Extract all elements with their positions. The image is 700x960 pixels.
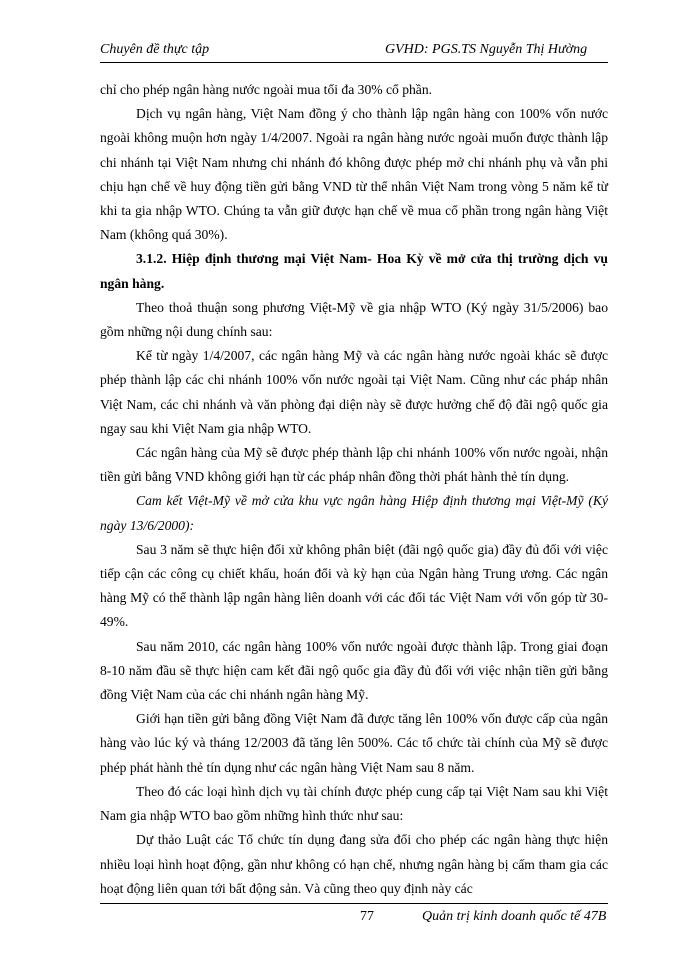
paragraph: Dự thảo Luật các Tổ chức tín dụng đang sửa đổi cho phép các ngân hàng thực hiện nhiều loại hình hoạt động, gần như không có hạn chế, nhưng ngân hàng bị cấm tham gia các hoạt động liên quan tới bất động sản. Và cũng theo quy định này các — [100, 832, 608, 896]
page-header — [100, 40, 608, 63]
paragraph: Theo thoả thuận song phương Việt-Mỹ về gia nhập WTO (Ký ngày 31/5/2006) bao gồm những nội dung chính sau: — [100, 299, 608, 340]
paragraph: chỉ cho phép ngân hàng nước ngoài mua tối đa 30% cổ phần. — [100, 82, 433, 97]
header-right: GVHD: PGS.TS Nguyễn Thị Hường — [385, 42, 588, 57]
header-left: Chuyên đề thực tập — [100, 42, 210, 57]
paragraph: Kể từ ngày 1/4/2007, các ngân hàng Mỹ và các ngân hàng nước ngoài khác sẽ được phép thành lập các chi nhánh 100% vốn nước ngoài tại Việt Nam. Cũng như các pháp nhân Việt Nam, các chi nhánh và văn phòng đại diện này sẽ được hưởng chế độ đãi ngộ quốc gia ngay sau khi Việt Nam gia nhập WTO. — [100, 348, 608, 436]
page-number: 77 — [360, 909, 374, 924]
section-heading: 3.1.2. Hiệp định thương mại Việt Nam- Hoa Kỳ về mở cửa thị trường dịch vụ ngân hàng. — [100, 251, 608, 291]
paragraph: Theo đó các loại hình dịch vụ tài chính được phép cung cấp tại Việt Nam sau khi Việt Nam gia nhập WTO bao gồm những hình thức như sau: — [100, 783, 608, 824]
page-footer — [100, 903, 608, 926]
paragraph: Các ngân hàng của Mỹ sẽ được phép thành lập chi nhánh 100% vốn nước ngoài, nhận tiền gửi bằng VND không giới hạn từ các pháp nhân đồng thời phát hành thẻ tín dụng. — [100, 445, 608, 485]
paragraph: Sau 3 năm sẽ thực hiện đối xử không phân biệt (đãi ngộ quốc gia) đầy đủ đối với việc tiếp cận các công cụ chiết khấu, hoán đổi và kỳ hạn của Ngân hàng Trung ương. Các ngân hàng Mỹ có thể thành lập ngân hàng liên doanh với các đối tác Việt Nam với vốn góp từ 30-49%. — [100, 541, 608, 630]
document-body — [100, 78, 608, 901]
paragraph: Giới hạn tiền gửi bằng đồng Việt Nam đã được tăng lên 100% vốn được cấp của ngân hàng vào lúc ký và tháng 12/2003 đã tăng lên 500%. Các tổ chức tài chính của Mỹ sẽ được phép phát hành thẻ tín dụng như các ngân hàng Việt Nam sau 8 năm. — [100, 711, 608, 775]
italic-subheading: Cam kết Việt-Mỹ về mở cửa khu vực ngân hàng Hiệp định thương mại Việt-Mỹ (Ký ngày 13/6/2000): — [100, 493, 608, 533]
paragraph: Dịch vụ ngân hàng, Việt Nam đồng ý cho thành lập ngân hàng con 100% vốn nước ngoài không muộn hơn ngày 1/4/2007. Ngoài ra ngân hàng nước ngoài muốn được thành lập chi nhánh tại Việt Nam nhưng chi nhánh đó không được phép mở chi nhánh phụ và vẫn phi chịu hạn chế về huy động tiền gửi bằng VND từ thể nhân Việt Nam trong vòng 5 năm kể từ khi ta gia nhập WTO. Chúng ta vẫn giữ được hạn chế về mua cổ phần trong ngân hàng Việt Nam (không quá 30%). — [100, 106, 608, 243]
footer-note: Quản trị kinh doanh quốc tế 47B — [422, 909, 607, 924]
paragraph: Sau năm 2010, các ngân hàng 100% vốn nước ngoài được thành lập. Trong giai đoạn 8-10 năm đầu sẽ thực hiện cam kết đãi ngộ quốc gia đầy đủ đối với việc nhận tiền gửi bằng đồng Việt Nam của các chi nhánh ngân hàng Mỹ. — [100, 638, 608, 703]
